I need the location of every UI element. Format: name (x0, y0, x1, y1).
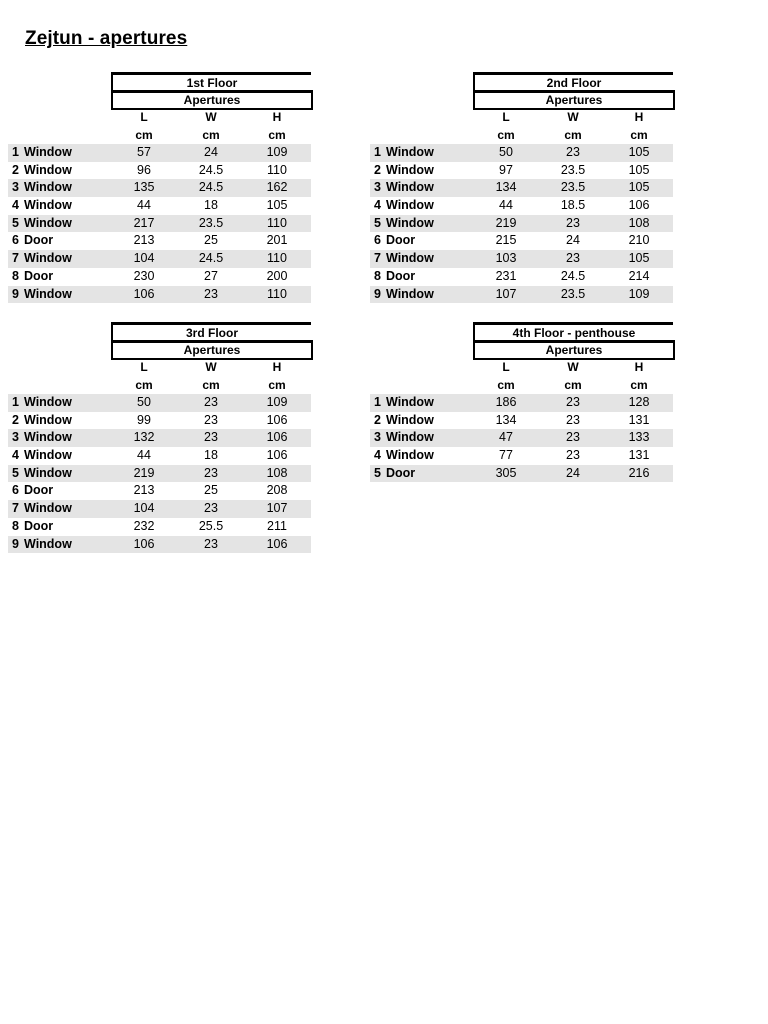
row-number: 5 (374, 215, 381, 230)
width-cell: 23 (566, 251, 580, 266)
width-cell: 18 (204, 198, 218, 213)
table-row (8, 250, 311, 268)
width-cell: 24.5 (198, 162, 224, 177)
aperture-type: Window (386, 162, 434, 177)
height-cell: 110 (267, 215, 287, 230)
apertures-header: Apertures (473, 340, 675, 360)
floor-header: 2nd Floor (473, 72, 673, 93)
height-cell: 106 (628, 198, 650, 213)
aperture-type: Window (24, 180, 72, 195)
width-cell: 23.5 (560, 286, 586, 301)
row-number: 2 (12, 162, 19, 177)
height-cell: 106 (266, 412, 288, 427)
row-number: 5 (12, 215, 19, 230)
table-row (8, 215, 311, 233)
aperture-type: Window (386, 251, 434, 266)
length-cell: 219 (495, 215, 517, 230)
row-number: 6 (374, 233, 381, 248)
height-cell: 109 (266, 145, 288, 159)
aperture-type: Window (386, 145, 434, 159)
length-cell: 213 (133, 233, 155, 248)
apertures-header: Apertures (111, 340, 313, 360)
column-label: H (634, 360, 644, 374)
row-number: 5 (12, 465, 19, 480)
row-number: 1 (12, 395, 19, 409)
aperture-rows (370, 394, 673, 482)
width-cell: 23.5 (560, 180, 586, 195)
row-number: 7 (12, 251, 19, 266)
column-label: H (634, 110, 644, 124)
table-row (370, 447, 673, 465)
aperture-type: Window (24, 215, 72, 230)
aperture-type: Window (24, 198, 72, 213)
unit-label: cm (135, 377, 153, 392)
table-row (370, 465, 673, 483)
row-number: 1 (374, 395, 381, 409)
table-row (8, 536, 311, 554)
row-number: 4 (374, 448, 381, 463)
length-cell: 132 (133, 430, 155, 445)
table-row (370, 394, 673, 412)
column-headers (473, 359, 673, 395)
table-row (8, 394, 311, 412)
apertures-header: Apertures (111, 90, 313, 110)
aperture-type: Window (24, 145, 72, 159)
aperture-rows (8, 144, 311, 303)
height-cell: 201 (266, 233, 288, 248)
column-label: W (205, 110, 217, 124)
row-number: 8 (12, 268, 19, 283)
unit-label: cm (268, 127, 286, 142)
width-cell: 23 (204, 501, 218, 516)
height-cell: 107 (266, 501, 288, 516)
width-cell: 25 (204, 483, 218, 498)
table-row (8, 500, 311, 518)
table-row (8, 268, 311, 286)
unit-label: cm (564, 377, 582, 392)
row-number: 4 (374, 198, 381, 213)
aperture-rows (8, 394, 311, 553)
height-cell: 110 (267, 286, 287, 301)
row-number: 7 (374, 251, 381, 266)
apertures-header: Apertures (473, 90, 675, 110)
aperture-type: Window (24, 395, 72, 409)
length-cell: 230 (133, 268, 155, 283)
aperture-type: Window (24, 448, 72, 463)
aperture-rows (370, 144, 673, 303)
length-cell: 134 (495, 412, 517, 427)
row-number: 3 (374, 430, 381, 445)
aperture-type: Window (24, 536, 72, 551)
unit-label: cm (564, 127, 582, 142)
table-row (370, 215, 673, 233)
length-cell: 97 (499, 162, 513, 177)
height-cell: 109 (266, 395, 288, 409)
height-cell: 105 (628, 162, 650, 177)
width-cell: 23 (204, 536, 218, 551)
width-cell: 25.5 (198, 518, 224, 533)
row-number: 3 (12, 430, 19, 445)
column-label: L (140, 110, 148, 124)
column-label: L (502, 110, 510, 124)
row-number: 9 (374, 286, 381, 301)
width-cell: 24.5 (198, 180, 224, 195)
row-number: 8 (12, 518, 19, 533)
table-row (370, 179, 673, 197)
aperture-type: Door (24, 483, 54, 498)
row-number: 3 (12, 180, 19, 195)
width-cell: 24.5 (198, 251, 224, 266)
length-cell: 219 (133, 465, 155, 480)
row-number: 9 (12, 536, 19, 551)
table-row (370, 250, 673, 268)
unit-label: cm (268, 377, 286, 392)
row-number: 4 (12, 448, 19, 463)
table-row (8, 429, 311, 447)
aperture-type: Window (386, 448, 434, 463)
length-cell: 50 (499, 145, 513, 159)
row-number: 3 (374, 180, 381, 195)
height-cell: 105 (628, 180, 650, 195)
width-cell: 23 (566, 448, 580, 463)
table-row (370, 232, 673, 250)
table-row (8, 447, 311, 465)
row-number: 1 (12, 145, 19, 159)
row-number: 5 (374, 465, 381, 480)
aperture-type: Window (24, 465, 72, 480)
row-number: 2 (374, 162, 381, 177)
aperture-type: Window (24, 251, 72, 266)
width-cell: 23.5 (198, 215, 224, 230)
width-cell: 23 (204, 286, 218, 301)
length-cell: 107 (495, 286, 517, 301)
column-label: H (272, 110, 282, 124)
width-cell: 23 (204, 430, 218, 445)
row-number: 9 (12, 286, 19, 301)
width-cell: 23 (204, 465, 218, 480)
width-cell: 23 (204, 412, 218, 427)
aperture-type: Window (386, 180, 434, 195)
floor-header: 3rd Floor (111, 322, 311, 343)
height-cell: 105 (266, 198, 288, 213)
row-number: 2 (12, 412, 19, 427)
row-number: 2 (374, 412, 381, 427)
page-title: Zejtun - apertures (25, 28, 188, 49)
length-cell: 232 (133, 518, 155, 533)
column-label: W (205, 360, 217, 374)
unit-label: cm (202, 127, 220, 142)
height-cell: 108 (628, 215, 650, 230)
table-row (8, 232, 311, 250)
column-label: H (272, 360, 282, 374)
table-row (8, 179, 311, 197)
length-cell: 106 (133, 536, 155, 551)
column-label: L (502, 360, 510, 374)
width-cell: 23 (566, 412, 580, 427)
height-cell: 106 (266, 536, 288, 551)
aperture-type: Door (386, 233, 416, 248)
width-cell: 23 (566, 145, 580, 159)
length-cell: 44 (137, 448, 151, 463)
table-row (8, 197, 311, 215)
unit-label: cm (135, 127, 153, 142)
width-cell: 23.5 (560, 162, 586, 177)
length-cell: 103 (495, 251, 517, 266)
table-row (8, 465, 311, 483)
height-cell: 210 (628, 233, 650, 248)
length-cell: 106 (133, 286, 155, 301)
height-cell: 109 (628, 286, 650, 301)
unit-label: cm (630, 377, 648, 392)
length-cell: 231 (495, 268, 517, 283)
height-cell: 133 (628, 430, 650, 445)
height-cell: 110 (267, 251, 287, 266)
length-cell: 213 (133, 483, 155, 498)
table-row (8, 162, 311, 180)
width-cell: 23 (566, 395, 580, 409)
length-cell: 135 (133, 180, 155, 195)
width-cell: 18 (204, 448, 218, 463)
length-cell: 50 (137, 395, 151, 409)
row-number: 4 (12, 198, 19, 213)
table-row (8, 286, 311, 304)
aperture-type: Window (386, 215, 434, 230)
length-cell: 99 (137, 412, 151, 427)
table-row (8, 518, 311, 536)
column-headers (111, 109, 311, 145)
column-headers (111, 359, 311, 395)
aperture-type: Window (24, 286, 72, 301)
length-cell: 57 (137, 145, 151, 159)
aperture-type: Door (24, 268, 54, 283)
height-cell: 208 (266, 483, 288, 498)
aperture-type: Window (386, 286, 434, 301)
length-cell: 44 (137, 198, 151, 213)
aperture-type: Door (24, 518, 54, 533)
length-cell: 305 (495, 465, 517, 480)
width-cell: 23 (566, 430, 580, 445)
height-cell: 106 (266, 430, 288, 445)
aperture-type: Window (386, 395, 434, 409)
row-number: 6 (12, 233, 19, 248)
height-cell: 131 (628, 448, 650, 463)
table-row (8, 482, 311, 500)
row-number: 8 (374, 268, 381, 283)
width-cell: 24 (566, 233, 580, 248)
row-number: 7 (12, 501, 19, 516)
aperture-type: Door (24, 233, 54, 248)
table-row (370, 144, 673, 162)
width-cell: 24 (566, 465, 580, 480)
table-row (8, 144, 311, 162)
height-cell: 105 (628, 251, 650, 266)
table-row (370, 412, 673, 430)
length-cell: 104 (133, 251, 155, 266)
length-cell: 44 (499, 198, 513, 213)
table-row (370, 197, 673, 215)
column-label: W (567, 110, 579, 124)
unit-label: cm (497, 377, 515, 392)
aperture-type: Door (386, 465, 416, 480)
width-cell: 23 (204, 395, 218, 409)
aperture-type: Window (386, 412, 434, 427)
height-cell: 105 (628, 145, 650, 159)
length-cell: 77 (499, 448, 513, 463)
aperture-type: Window (24, 430, 72, 445)
unit-label: cm (497, 127, 515, 142)
table-row (370, 162, 673, 180)
height-cell: 110 (267, 162, 287, 177)
floor-header: 1st Floor (111, 72, 311, 93)
aperture-type: Window (24, 501, 72, 516)
width-cell: 18.5 (560, 198, 586, 213)
aperture-type: Window (386, 198, 434, 213)
length-cell: 47 (499, 430, 513, 445)
width-cell: 24 (204, 145, 218, 159)
unit-label: cm (202, 377, 220, 392)
height-cell: 128 (628, 395, 650, 409)
width-cell: 23 (566, 215, 580, 230)
height-cell: 214 (628, 268, 650, 283)
table-row (370, 429, 673, 447)
height-cell: 211 (267, 518, 287, 533)
table-row (370, 268, 673, 286)
height-cell: 108 (266, 465, 288, 480)
row-number: 1 (374, 145, 381, 159)
height-cell: 106 (266, 448, 288, 463)
length-cell: 215 (495, 233, 517, 248)
width-cell: 25 (204, 233, 218, 248)
width-cell: 24.5 (560, 268, 586, 283)
length-cell: 104 (133, 501, 155, 516)
aperture-type: Window (386, 430, 434, 445)
height-cell: 216 (628, 465, 650, 480)
aperture-type: Window (24, 162, 72, 177)
column-label: L (140, 360, 148, 374)
aperture-type: Door (386, 268, 416, 283)
height-cell: 162 (266, 180, 288, 195)
height-cell: 200 (266, 268, 288, 283)
length-cell: 96 (137, 162, 151, 177)
column-headers (473, 109, 673, 145)
unit-label: cm (630, 127, 648, 142)
table-row (370, 286, 673, 304)
floor-header: 4th Floor - penthouse (473, 322, 673, 343)
aperture-type: Window (24, 412, 72, 427)
column-label: W (567, 360, 579, 374)
length-cell: 217 (133, 215, 155, 230)
table-row (8, 412, 311, 430)
length-cell: 134 (495, 180, 517, 195)
row-number: 6 (12, 483, 19, 498)
width-cell: 27 (204, 268, 218, 283)
height-cell: 131 (628, 412, 650, 427)
length-cell: 186 (495, 395, 517, 409)
